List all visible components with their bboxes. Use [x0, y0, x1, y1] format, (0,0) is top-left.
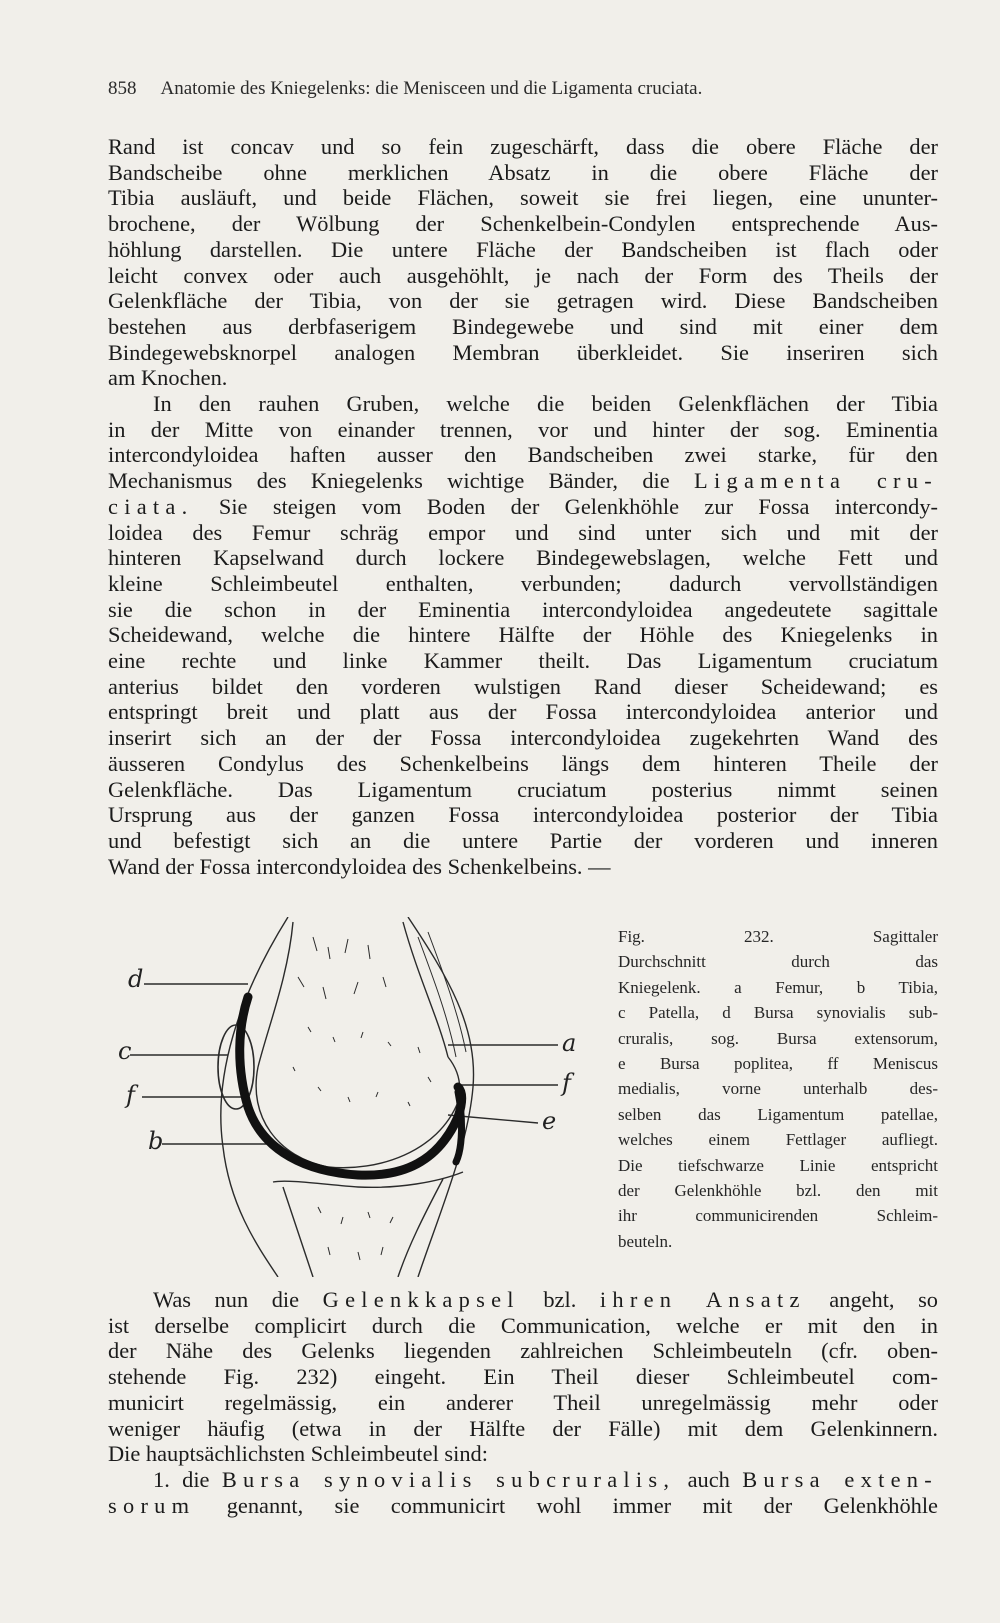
- text-line: sie die schon in der Eminentia intercondyloidea angedeutete sagittale: [108, 596, 938, 622]
- text-line: leicht convex oder auch ausgehöhlt, je nach der Form des Theils der: [108, 262, 938, 288]
- caption-line: Die tiefschwarze Linie entspricht: [618, 1155, 938, 1175]
- text-line: intercondyloidea haften ausser den Bandscheiben zwei starke, für den: [108, 442, 938, 468]
- text-line: weniger häufig (etwa in der Hälfte der Fälle) mit dem Gelenkinnern.: [108, 1415, 938, 1441]
- knee-drawing: [118, 917, 613, 1277]
- text-line: Die hauptsächlichsten Schleimbeutel sind:: [108, 1441, 488, 1467]
- text-segment: Was nun die: [153, 1287, 323, 1312]
- text-line: Bindegewebsknorpel analogen Membran überkleidet. Sie inseriren sich: [108, 339, 938, 365]
- spaced-term: Bursa synovialis subcruralis,: [221, 1466, 676, 1492]
- figure-caption: [618, 924, 938, 1254]
- text-line: am Knochen.: [108, 365, 228, 391]
- spaced-term: ciata.: [108, 493, 194, 519]
- text-segment: Sie steigen vom Boden der Gelenkhöhle zur Fossa intercondy-: [193, 493, 938, 519]
- caption-line: beuteln.: [618, 1231, 673, 1251]
- text-line: Bandscheibe ohne merklichen Absatz in die obere Fläche der: [108, 159, 938, 185]
- text-line: [108, 1467, 938, 1493]
- caption-line: Fig. 232. Sagittaler: [618, 927, 938, 946]
- caption-line: e Bursa poplitea, ff Meniscus: [618, 1054, 938, 1074]
- text-line: brochene, der Wölbung der Schenkelbein-Condylen entsprechende Aus-: [108, 211, 938, 237]
- running-header: [108, 78, 938, 100]
- body-text-bottom: [108, 1287, 938, 1518]
- spaced-term: sorum: [108, 1492, 196, 1518]
- text-line: [108, 494, 938, 520]
- text-segment: angeht, so: [805, 1287, 938, 1312]
- caption-line: selben das Ligamentum patellae,: [618, 1104, 938, 1124]
- label-f-left: f: [126, 1081, 135, 1109]
- caption-line: welches einem Fettlager aufliegt.: [618, 1130, 938, 1150]
- text-line: Wand der Fossa intercondyloidea des Schenkelbeins. —: [108, 853, 611, 879]
- spaced-term: Ligamenta cru-: [694, 468, 938, 494]
- text-segment: genannt, sie communicirt wohl immer mit der Gelenkhöhle: [195, 1492, 938, 1518]
- text-line: Gelenkfläche. Das Ligamentum cruciatum posterius nimmt seinen: [108, 776, 938, 802]
- text-segment: 1. die: [153, 1466, 222, 1492]
- text-line: der Nähe des Gelenks liegenden zahlreichen Schleimbeuteln (cfr. oben-: [108, 1338, 938, 1364]
- running-title: Anatomie des Kniegelenks: die Menisceen und die Ligamenta cruciata.: [160, 78, 703, 99]
- joint-cavity-line: [240, 997, 462, 1175]
- text-line: anterius bildet den vorderen wulstigen Rand dieser Scheidewand; es: [108, 673, 938, 699]
- text-line: [108, 1493, 938, 1519]
- text-line: eine rechte und linke Kammer theilt. Das Ligamentum cruciatum: [108, 648, 938, 674]
- body-text-top: [108, 134, 938, 879]
- text-line: in der Mitte von einander trennen, vor und hinter der sog. Eminentia: [108, 416, 938, 442]
- caption-line: cruralis, sog. Bursa extensorum,: [618, 1028, 938, 1048]
- text-line: Scheidewand, welche die hintere Hälfte der Höhle des Kniegelenks in: [108, 622, 938, 648]
- text-line: äusseren Condylus des Schenkelbeins längs dem hinteren Theile der: [108, 750, 938, 776]
- page-number: 858: [108, 78, 137, 99]
- caption-line: der Gelenkhöhle bzl. den mit: [618, 1181, 938, 1201]
- label-b: b: [148, 1127, 164, 1155]
- text-line: In den rauhen Gruben, welche die beiden Gelenkflächen der Tibia: [153, 391, 938, 417]
- text-line: [108, 1287, 938, 1313]
- text-line: kleine Schleimbeutel enthalten, verbunden; dadurch vervollständigen: [108, 570, 938, 596]
- text-line: hinteren Kapselwand durch lockere Bindegewebslagen, welche Fett und: [108, 545, 938, 571]
- caption-line: Durchschnitt durch das: [618, 952, 938, 972]
- knee-section-figure: [118, 917, 613, 1277]
- label-d: d: [128, 965, 144, 993]
- text-line: ist derselbe complicirt durch die Communication, welche er mit den in: [108, 1312, 938, 1338]
- text-segment: Mechanismus des Kniegelenks wichtige Bänder, die: [108, 468, 670, 494]
- caption-line: ihr communicirenden Schleim-: [618, 1206, 938, 1226]
- text-line: Gelenkfläche der Tibia, von der sie getragen wird. Diese Bandscheiben: [108, 288, 938, 314]
- text-line: höhlung darstellen. Die untere Fläche der Bandscheiben ist flach oder: [108, 236, 938, 262]
- label-c: c: [118, 1037, 132, 1065]
- text-segment: auch: [675, 1466, 743, 1492]
- text-segment: bzl.: [519, 1287, 600, 1312]
- text-line: [108, 468, 938, 494]
- text-line: loidea des Femur schräg empor und sind unter sich und mit der: [108, 519, 938, 545]
- text-line: Tibia ausläuft, und beide Flächen, soweit sie frei liegen, eine ununter-: [108, 185, 938, 211]
- spaced-term: Bursa exten-: [742, 1466, 938, 1492]
- text-line: bestehen aus derbfaserigem Bindegewebe und sind mit einer dem: [108, 313, 938, 339]
- spaced-term: ihren Ansatz: [599, 1287, 806, 1312]
- text-line: inserirt sich an der der Fossa intercondyloidea zugekehrten Wand des: [108, 725, 938, 751]
- text-line: Rand ist concav und so fein zugeschärft, dass die obere Fläche der: [108, 134, 938, 159]
- text-line: Ursprung aus der ganzen Fossa intercondyloidea posterior der Tibia: [108, 802, 938, 828]
- label-e: e: [542, 1107, 557, 1135]
- text-line: stehende Fig. 232) eingeht. Ein Theil dieser Schleimbeutel com-: [108, 1364, 938, 1390]
- label-a: a: [562, 1029, 577, 1057]
- text-line: municirt regelmässig, ein anderer Theil unregelmässig mehr oder: [108, 1389, 938, 1415]
- caption-line: Kniegelenk. a Femur, b Tibia,: [618, 977, 938, 997]
- text-line: entspringt breit und platt aus der Fossa intercondyloidea anterior und: [108, 699, 938, 725]
- label-f-right: f: [562, 1069, 571, 1097]
- text-line: und befestigt sich an die untere Partie der vorderen und inneren: [108, 827, 938, 853]
- spaced-term: Gelenkkapsel: [322, 1287, 520, 1312]
- caption-line: medialis, vorne unterhalb des-: [618, 1079, 938, 1099]
- caption-line: c Patella, d Bursa synovialis sub-: [618, 1003, 938, 1023]
